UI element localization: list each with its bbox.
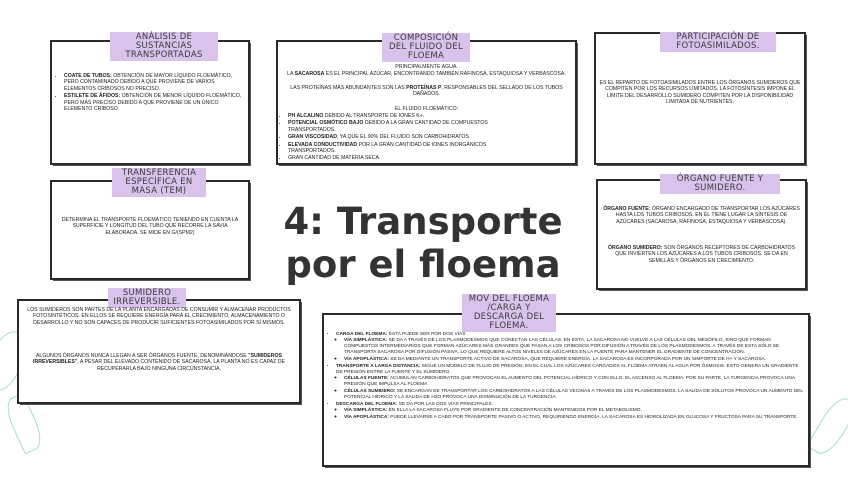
leaf-decoration-right: [806, 393, 848, 460]
composicion-item-5: • GRAN CANTIDAD DE MATERIA SECA.: [288, 155, 530, 161]
page-title-line1: 4: Transporte: [283, 200, 563, 243]
sumidero-p2: ALGUNOS ÓRGANOS NUNCA LLEGAN A SER ÓRGANOS FUENTE, DENOMINÁNDOSE "SUMIDEROS IRREVERSIBLES", A PESAR DEL ELEVADO CONTENIDO DE SACAROSA, LA PLANTA NO ES CAPAZ DE RECUPERARLA BAJO NINGUNA CIRCUNSTANCIA.: [33, 353, 285, 372]
mov-item-8: ◦ VÍA SIMPLÁSTICA: EN ELLA LA SACAROSA FLUYE POR GRADIENTE DE CONCENTRACIÓN MANTENIDOS POR EL METABOLISMO.: [344, 408, 806, 414]
composicion-item-2: • POTENCIAL OSMÓTICO BAJO DEBIDO A LA GRAN CANTIDAD DE COMPUESTOS TRANSPORTADOS.: [288, 120, 530, 133]
page-title: [283, 200, 563, 286]
mov-item-9: ◦ VÍA APOPLÁSTICA: PUEDE LLEVARSE A CABO POR TRANSPORTE PASIVO O ACTIVO, REQUIRIENDO ENERGÍA. LA SACAROSA ES HIDROLIZADA EN GLUCOSA Y FRUCTOSA PARA SU TRANSPORTE.: [344, 415, 806, 421]
composicion-item-4: • ELEVADA CONDUCTIVIDAD POR LA GRAN CANTIDAD DE IONES INORGÁNICOS TRANSPORTADOS.: [288, 142, 530, 155]
sumidero-title: SUMIDERO IRREVERSIBLE.: [108, 288, 186, 308]
mov-item-6: ◦ CÉLULAS SUMIDERO: SE ENCARGAN DE TRANSPORTAR LOS CARBOHIDRATOS A LAS CÉLULAS VECINAS A TRAVÉS DE LOS PLASMODESMOS. LA SALIDA DE SOLUTOS PROVOCA UN AUMENTO DEL POTENCIAL HÍDRICO Y LA SALIDA DE H2O PROVOCA UNA DISMINUCIÓN DE LA TURGENCIA.: [344, 389, 806, 401]
mov-item-4: • TRANSPORTE A LARGA DISTANCIA: SIGUE UN MODELO DE FLUJO DE PRESIÓN, EN EL CUAL LOS AZÚCARES CARGADOS AL FLOEMA ATRAEN AL AGUA POR ÓSMOSIS. ESTO GENERA UN GRADIENTE DE PRESIÓN ENTRE LA FUENTE Y EL SUMIDERO. ◦ CÉLULAS FUENTE: ACUMULAN CARBOHIDRATOS QUE PROVOCAN EL AUMENTO DEL POTENCIAL HÍDRICO Y CON ELLO, EL ASCENSO AL FLOEMA. POR SU PARTE, LA TURGENCIA PROVOCA UNA PRESIÓN QUE IMPULSA AL FLOEMA. ◦ CÉLULAS SUMIDERO: SE ENCARGAN DE TRANSPORTAR LOS CARBOHIDRATOS A LAS CÉLULAS VECINAS A TRAVÉS DE LOS PLASMODESMOS. LA SALIDA DE SOLUTOS PROVOCA UN AUMENTO DEL POTENCIAL HÍDRICO Y LA SALIDA DE H2O PROVOCA UNA DISMINUCIÓN DE LA TURGENCIA.: [336, 364, 806, 401]
composicion-p1: LA SACAROSA ES EL PRINCIPAL AZÚCAR, ENCONTRANDO TAMBIÉN RAFINOSA, ESTAQUIOSA Y VERBASCOSA.: [287, 71, 566, 77]
composicion-title: COMPOSICIÓN DEL FLUIDO DEL FLOEMA: [382, 33, 470, 62]
composicion-sub2: EL FLUIDO FLOEMÁTICO:: [394, 106, 459, 112]
organo-title: ÓRGANO FUENTE Y SUMIDERO.: [660, 174, 780, 194]
composicion-list: [280, 113, 530, 163]
analisis-item-2: • ESTILETE DE ÁFIDOS: OBTENCIÓN DE MENOR LÍQUIDO FLOEMÁTICO, PERO MÁS PRECISO DEBIDO A QUE PROVIENE DE UN ÚNICO ELEMENTO CRIBOSO.: [64, 93, 246, 112]
analisis-title: ANÁLISIS DE SUSTANCIAS TRANSPORTADAS: [110, 32, 218, 61]
analisis-list: [56, 73, 246, 113]
analisis-item-1: • COATE DE TUBOS: OBTENCIÓN DE MAYOR LÍQUIDO FLOEMÁTICO, PERO CONTAMINADO DEBIDO A QUE PROVIENE DE VARIOS ELEMENTOS CRIBOSOS NO PRECISO.: [64, 73, 246, 92]
mov-list: [328, 332, 806, 422]
mov-item-7: • DESCARGA DEL FLOEMA: SE DA POR LAS DOS VÍAS PRINCIPALES. ◦ VÍA SIMPLÁSTICA: EN ELLA LA SACAROSA FLUYE POR GRADIENTE DE CONCENTRACIÓN MANTENIDOS POR EL METABOLISMO. ◦ VÍA APOPLÁSTICA: PUEDE LLEVARSE A CABO POR TRANSPORTE PASIVO O ACTIVO, REQUIRIENDO ENERGÍA. LA SACAROSA ES HIDROLIZADA EN GLUCOSA Y FRUCTOSA PARA SU TRANSPORTE.: [336, 402, 806, 421]
composicion-item-1: • PH ALCALINO DEBIDO AL TRANSPORTE DE IONES K+.: [288, 113, 530, 119]
transferencia-text: DETERMINA EL TRANSPORTE FLOEMÁTICO TENIENDO EN CUENTA LA SUPERFICIE Y LONGITUD DEL TUBO QUE RECORRE LA SAVIA ELABORADA. SE MIDE EN G/(SPM2): [61, 217, 239, 236]
mov-item-5: ◦ CÉLULAS FUENTE: ACUMULAN CARBOHIDRATOS QUE PROVOCAN EL AUMENTO DEL POTENCIAL HÍDRICO Y CON ELLO, EL ASCENSO AL FLOEMA. POR SU PARTE, LA TURGENCIA PROVOCA UNA PRESIÓN QUE IMPULSA AL FLOEMA.: [344, 376, 806, 388]
mov-item-3: ◦ VÍA APOPLÁSTICA: SE DA MEDIANTE UN TRANSPORTE ACTIVO DE SACAROSA, QUE REQUIERE ENERGÍA. LA SACAROSA ES INCORPORADA POR UN SIMPORTE DE H+ Y SACAROSA.: [344, 357, 806, 363]
mov-item-2: ◦ VÍA SIMPLÁSTICA: SE DA A TRAVÉS DE LOS PLASMODESMOS QUE CONECTAN LAS CÉLULAS. EN ESTA, LA SACAROSA NO VUELVE A LAS CÉLULAS DEL MESÓFILO, SINO QUE FORMAN COMPUESTOS INTERMEDIARIOS QUE FORMAN AZÚCARES MÁS GRANDES QUE PASAN A LOS CRIBOSOS POR DIFUSIÓN A TRAVÉS DE LOS PLASMODESMOS. A TRAVÉS DE ESTA SÓLO SE TRANSPORTA SACAROSA POR DIFUSIÓN PASIVA, LO QUE REQUIERE ALTOS NIVELES DE AZÚCARES EN LA FUENTE PARA MANTENER EL GRADIENTE DE CONCENTRACIÓN.: [344, 338, 806, 356]
organo-sumidero: ÓRGANO SUMIDERO: SON ÓRGANOS RECEPTORES DE CARBOHIDRATOS QUE INVIERTEN LOS AZÚCARES A LOS TUBOS CRIBOSOS. SE DA EN SEMILLAS Y ÓRGANOS EN CRECIMIENTO.: [607, 245, 796, 264]
composicion-sub1: PRINCIPALMENTE AGUA.: [395, 64, 458, 70]
mov-title: MOV DEL FLOEMA /CARGA Y DESCARGA DEL FLOEMA.: [462, 294, 556, 332]
mov-item-1: • CARGA DEL FLOEMA: ESTA PUEDE SER POR DOS VÍAS. ◦ VÍA SIMPLÁSTICA: SE DA A TRAVÉS DE LOS PLASMODESMOS QUE CONECTAN LAS CÉLULAS. EN ESTA, LA SACAROSA NO VUELVE A LAS CÉLULAS DEL MESÓFILO, SINO QUE FORMAN COMPUESTOS INTERMEDIARIOS QUE FORMAN AZÚCARES MÁS GRANDES QUE PASAN A LOS CRIBOSOS POR DIFUSIÓN A TRAVÉS DE LOS PLASMODESMOS. A TRAVÉS DE ESTA SÓLO SE TRANSPORTA SACAROSA POR DIFUSIÓN PASIVA, LO QUE REQUIERE ALTOS NIVELES DE AZÚCARES EN LA FUENTE PARA MANTENER EL GRADIENTE DE CONCENTRACIÓN. ◦ VÍA APOPLÁSTICA: SE DA MEDIANTE UN TRANSPORTE ACTIVO DE SACAROSA, QUE REQUIERE ENERGÍA. LA SACAROSA ES INCORPORADA POR UN SIMPORTE DE H+ Y SACAROSA.: [336, 332, 806, 363]
composicion-item-3: • GRAN VISCOSIDAD, YA QUE EL 90% DEL FLUIDO SON CARBOHIDRATOS.: [288, 134, 530, 140]
composicion-p2: LAS PROTEÍNAS MÁS ABUNDANTES SON LAS PROTEÍNAS P, RESPONSABLES DEL SELLADO DE LOS TUBOS DAÑADOS.: [290, 85, 563, 98]
organo-box: [596, 179, 807, 290]
participacion-text: ES EL REPARTO DE FOTOASIMILADOS ENTRE LOS ÓRGANOS SUMIDEROS QUE COMPITEN POR LOS RECURSOS LIMITADOS. LA FOTOSÍNTESIS IMPONE EL LÍMITE DEL DESARROLLO SUMIDERO COMPITEN POR LA DISPONIBILIDAD LIMITADA DE NUTRIENTES.: [599, 80, 801, 106]
participacion-title: PARTICIPACIÓN DE FOTOASIMILADOS.: [660, 32, 776, 52]
sumidero-p1: LOS SUMIDEROS SON PARTES DE LA PLANTA ENCARGADAS DE CONSUMIR Y ALMACENAR PRODUCTOS FOTOSINTÉTICOS. EN ELLOS SE REQUIERE ENERGÍA PARA EL CRECIMIENTO, ALMACENAMIENTO O DESARROLLO Y NO SON CAPACES DE PRODUCIR SUFICIENTES FOTOASIMILADOS POR SÍ MISMOS.: [27, 307, 291, 326]
organo-fuente: ÓRGANO FUENTE: ÓRGANO ENCARGADO DE TRANSPORTAR LOS AZÚCARES HASTA LOS TUBOS CRIBOSOS. EN ÉL TIENE LUGAR LA SÍNTESIS DE AZÚCARES (SACAROSA, RAFINOSA, ESTAQUIOSA Y VERBASCOSA).: [603, 206, 800, 225]
transferencia-title: TRANSFERENCIA ESPECÍFICA EN MASA (TEM): [112, 168, 206, 197]
page-title-line2: por el floema: [285, 243, 561, 286]
